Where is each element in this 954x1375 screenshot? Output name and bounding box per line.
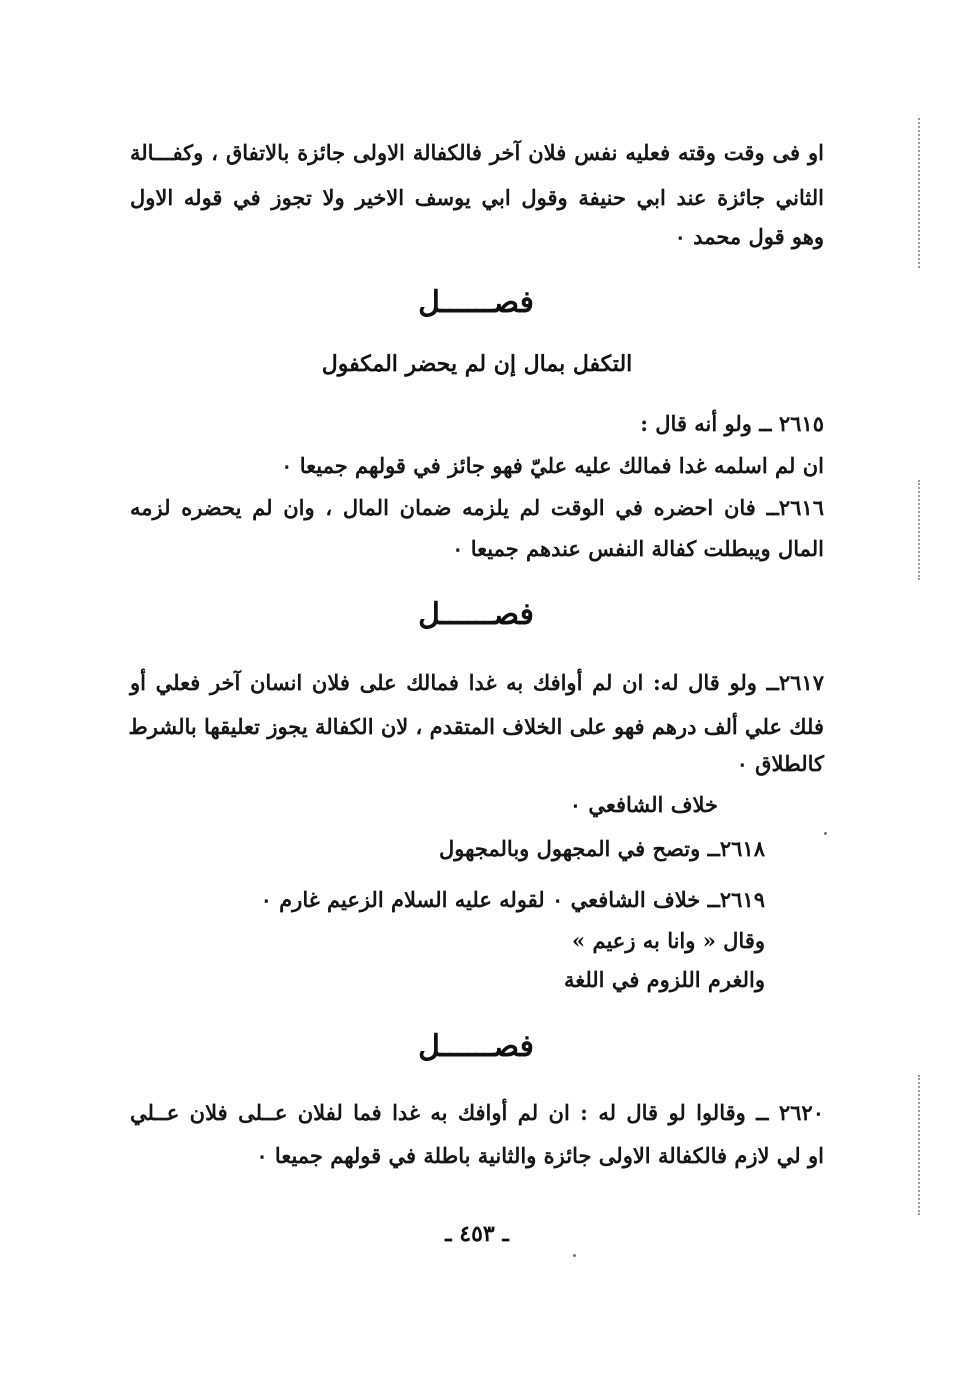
- paragraph-line: ٢٦١٦ــ فان احضره في الوقت لم يلزمه ضمان المال ، وان لم يحضره لزمه: [130, 495, 824, 520]
- paragraph-line: ٢٦١٧ــ ولو قال له: ان لم أوافك به غدا فمالك على فلان انسان آخر فعلي أو: [130, 670, 824, 695]
- paragraph-line: ان لم اسلمه غدا فمالك عليه عليّ فهو جائز في قولهم جميعا ٠: [281, 453, 824, 478]
- scan-speck: [573, 1254, 576, 1257]
- scan-margin-artifact: [918, 118, 922, 268]
- paragraph-line: وهو قول محمد ٠: [674, 224, 824, 249]
- scan-speck: [824, 832, 827, 835]
- scan-margin-artifact: [918, 480, 922, 580]
- paragraph-line: الثاني جائزة عند ابي حنيفة وقول ابي يوسف الاخير ولا تجوز في قوله الاول: [130, 185, 824, 210]
- section-heading: فصــــــل: [418, 597, 534, 632]
- paragraph-line: كالطلاق ٠: [736, 751, 824, 776]
- paragraph-line: والغرم اللزوم في اللغة: [563, 967, 765, 992]
- section-subheading: التكفل بمال إن لم يحضر المكفول: [321, 351, 633, 377]
- paragraph-line: ٢٦١٩ــ خلاف الشافعي ٠ لقوله عليه السلام الزعيم غارم ٠: [260, 887, 765, 912]
- section-heading: فصــــــل: [418, 1029, 534, 1064]
- page-number: ـ ٤٥٣ ـ: [445, 1221, 509, 1247]
- paragraph-line: المال ويبطلت كفالة النفس عندهم جميعا ٠: [452, 536, 824, 561]
- section-heading: فصــــــل: [418, 285, 534, 320]
- paragraph-line: خلاف الشافعي ٠: [569, 792, 718, 817]
- paragraph-line: او فى وقت وقته فعليه نفس فلان آخر فالكفالة الاولى جائزة بالاتفاق ، وكفـــالة: [130, 140, 824, 165]
- paragraph-line: ٢٦٢٠ ــ وقالوا لو قال له : ان لم أوافك به غدا فما لفلان عــلى فلان عــلي: [130, 1100, 824, 1125]
- scan-margin-artifact: [918, 1075, 922, 1215]
- paragraph-line: او لي لازم فالكفالة الاولى جائزة والثانية باطلة في قولهم جميعا ٠: [256, 1143, 824, 1168]
- paragraph-line: فلك علي ألف درهم فهو على الخلاف المتقدم ، لان الكفالة يجوز تعليقها بالشرط: [128, 714, 824, 739]
- paragraph-line: ٢٦١٥ ــ ولو أنه قال :: [640, 411, 824, 436]
- paragraph-line: ٢٦١٨ــ وتصح في المجهول وبالمجهول: [439, 836, 765, 861]
- paragraph-line: وقال « وانا به زعيم »: [572, 928, 765, 953]
